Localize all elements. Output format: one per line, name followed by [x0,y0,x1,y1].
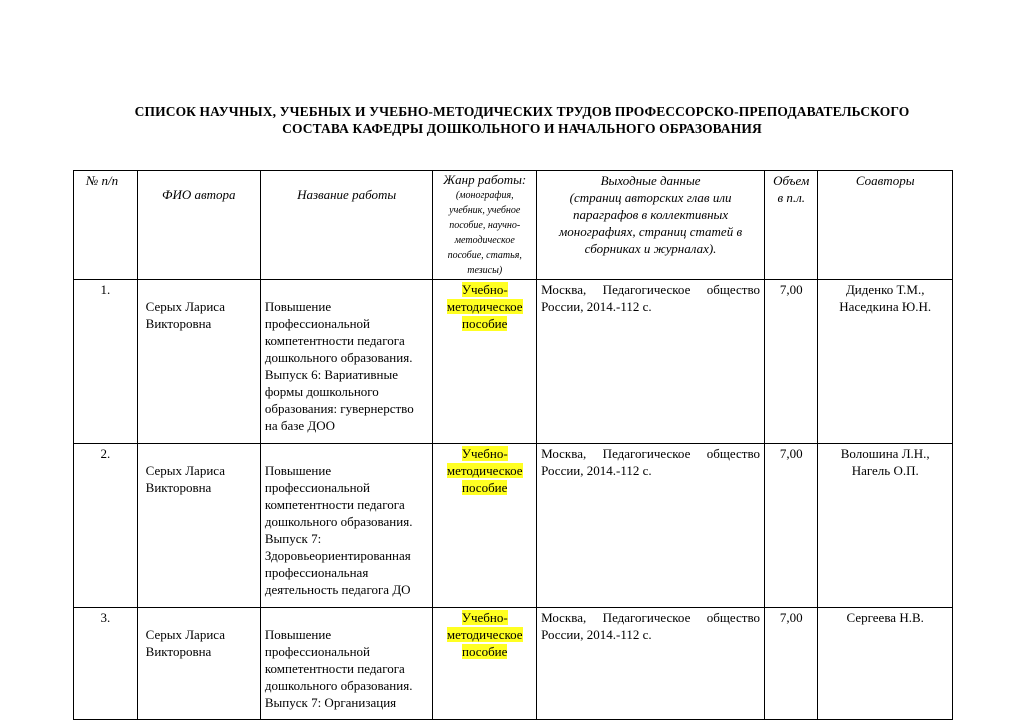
row-author: Серых Лариса Викторовна [137,444,260,608]
row-title-line: Выпуск 7: Организация [264,695,397,710]
header-publication-sub: (страниц авторских глав или параграфов в коллективных монографиях, страниц статей в сборниках и журналах). [559,190,743,256]
row-volume: 7,00 [765,608,818,720]
row-title-line: Повышение [264,627,332,642]
row-title-line: Здоровьеориентированная [264,548,411,563]
row-author: Серых Лариса Викторовна [137,608,260,720]
row-publication: Москва, Педагогическое общество России, 2014.-112 с. [537,280,765,444]
row-title-line: Повышение [264,299,332,314]
row-title [260,280,433,444]
row-volume: 7,00 [765,280,818,444]
row-title-line: компетентности педагога [264,661,405,676]
row-title-line: дошкольного образования. [264,678,413,693]
header-coauthors: Соавторы [818,171,953,280]
row-title-line: на базе ДОО [264,418,336,433]
page-title-line-1: СПИСОК НАУЧНЫХ, УЧЕБНЫХ И УЧЕБНО-МЕТОДИЧЕСКИХ ТРУДОВ ПРОФЕССОРСКО-ПРЕПОДАВАТЕЛЬСКОГО [134,104,910,119]
row-title-line: дошкольного образования. [264,350,413,365]
genre-highlight: Учебно-методическое пособие [446,282,523,331]
row-coauthors: Диденко Т.М., Наседкина Ю.Н. [818,280,953,444]
table-row [74,280,953,444]
row-title-line: профессиональная [264,565,369,580]
works-table [73,170,953,720]
genre-highlight: Учебно-методическое пособие [446,610,523,659]
header-publication [537,171,765,280]
row-title-line: образования: гувернерство [264,401,414,416]
row-title-line: деятельность педагога ДО [264,582,411,597]
header-title: Название работы [260,171,433,280]
header-volume: Объем в п.л. [765,171,818,280]
table-row [74,444,953,608]
row-genre [433,280,537,444]
row-title-line: компетентности педагога [264,333,405,348]
row-num: 1. [74,280,138,444]
genre-highlight: Учебно-методическое пособие [446,446,523,495]
header-publication-main: Выходные данные [600,173,701,188]
row-title-line: Выпуск 7: [264,531,322,546]
row-title-line: профессиональной [264,644,371,659]
header-num: № п/п [74,171,138,280]
row-num: 2. [74,444,138,608]
row-publication: Москва, Педагогическое общество России, 2014.-112 с. [537,608,765,720]
row-title [260,444,433,608]
row-title-line: Повышение [264,463,332,478]
row-title-line: Выпуск 6: Вариативные [264,367,399,382]
header-author: ФИО автора [137,171,260,280]
row-author: Серых Лариса Викторовна [137,280,260,444]
page-title-line-2: СОСТАВА КАФЕДРЫ ДОШКОЛЬНОГО И НАЧАЛЬНОГО ОБРАЗОВАНИЯ [282,121,762,136]
row-publication: Москва, Педагогическое общество России, 2014.-112 с. [537,444,765,608]
table-row [74,608,953,720]
row-title [260,608,433,720]
row-genre [433,444,537,608]
row-title-line: компетентности педагога [264,497,405,512]
row-title-line: профессиональной [264,480,371,495]
header-genre-main: Жанр работы: [443,172,527,187]
row-genre [433,608,537,720]
row-coauthors: Сергеева Н.В. [818,608,953,720]
row-volume: 7,00 [765,444,818,608]
page-title [60,103,984,137]
row-num: 3. [74,608,138,720]
table-header-row [74,171,953,280]
row-title-line: профессиональной [264,316,371,331]
header-genre [433,171,537,280]
row-title-line: формы дошкольного [264,384,379,399]
header-genre-sub: (монография, учебник, учебное пособие, научно-методическое пособие, статья, тезисы) [447,190,522,276]
row-coauthors: Волошина Л.Н., Нагель О.П. [818,444,953,608]
row-title-line: дошкольного образования. [264,514,413,529]
